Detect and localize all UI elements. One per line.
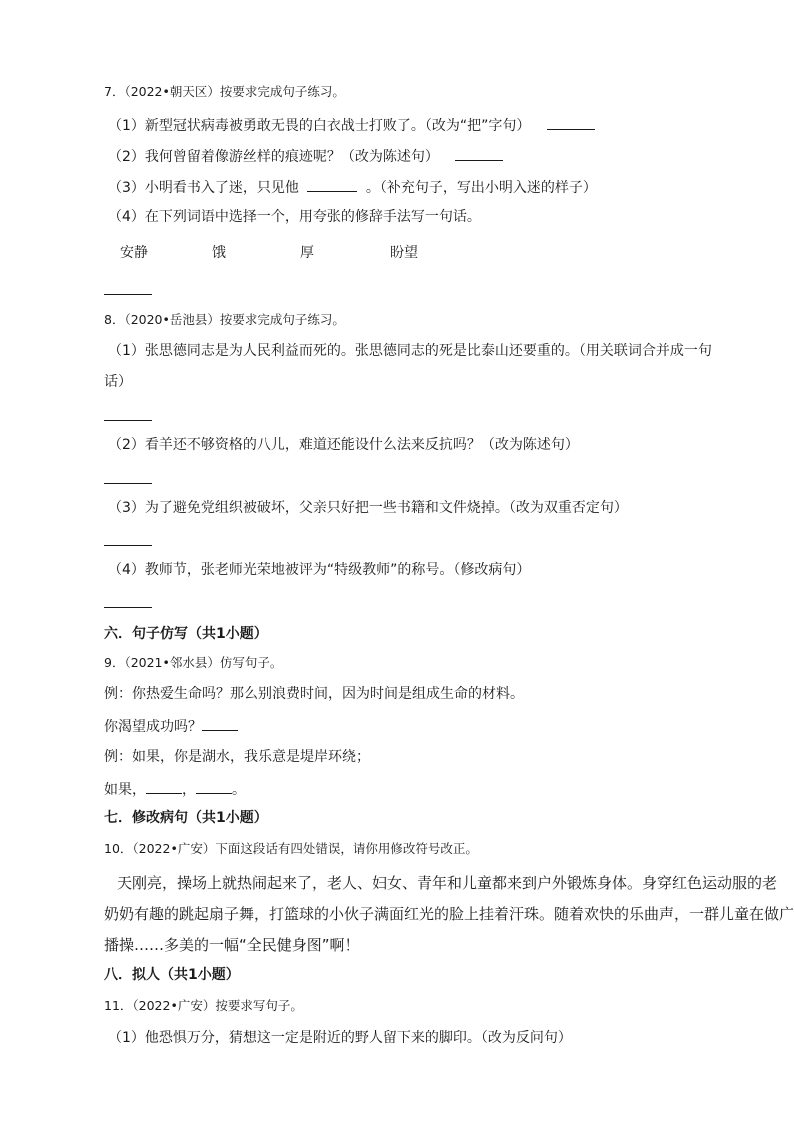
q9-prompt-2 xyxy=(104,781,246,797)
answer-line[interactable] xyxy=(104,607,152,608)
q8-item-4: （4）教师节，张老师光荣地被评为“特级教师”的称号。（修改病句） xyxy=(108,562,531,578)
q7-item-3-text-b: 。（补充句子，写出小明入迷的样子） xyxy=(365,180,597,196)
answer-blank[interactable] xyxy=(307,179,357,192)
q7-item-1-text: （1）新型冠状病毒被勇敢无畏的白衣战士打败了。（改为“把”字句） xyxy=(108,118,531,134)
answer-line[interactable] xyxy=(104,545,152,546)
q10-paragraph-line-2: 奶奶有趣的跳起扇子舞，打篮球的小伙子满面红光的脸上挂着汗珠。随着欢快的乐曲声，一群儿童在做广 xyxy=(104,905,794,923)
q9-example-2: 例：如果，你是湖水，我乐意是堤岸环绕； xyxy=(104,749,370,765)
q9-title: 9．（2021•邻水县）仿写句子。 xyxy=(104,655,283,670)
word-option: 安静 xyxy=(120,245,148,261)
q9-prompt-2-text-c: 。 xyxy=(232,782,246,798)
answer-blank[interactable] xyxy=(455,148,503,161)
section-heading-6: 六．句子仿写（共1小题） xyxy=(104,626,268,642)
word-option: 盼望 xyxy=(390,245,418,261)
q10-paragraph-line-3: 播操……多美的一幅“全民健身图”啊！ xyxy=(104,936,360,954)
q10-title: 10．（2022•广安）下面这段话有四处错误，请你用修改符号改正。 xyxy=(104,841,478,856)
q8-title: 8．（2020•岳池县）按要求完成句子练习。 xyxy=(104,312,345,327)
answer-blank[interactable] xyxy=(146,781,182,794)
q10-paragraph-line-1: 天刚亮，操场上就热闹起来了，老人、妇女、青年和儿童都来到户外锻炼身体。身穿红色运动服的老 xyxy=(117,874,778,892)
q8-item-3: （3）为了避免党组织被破坏，父亲只好把一些书籍和文件烧掉。（改为双重否定句） xyxy=(108,500,628,516)
q11-title: 11．（2022•广安）按要求写句子。 xyxy=(104,998,303,1013)
q7-item-3 xyxy=(108,179,597,195)
answer-blank[interactable] xyxy=(196,781,232,794)
q7-item-3-text-a: （3）小明看书入了迷，只见他 xyxy=(108,180,299,196)
q7-item-1 xyxy=(108,117,595,133)
answer-blank[interactable] xyxy=(547,117,595,130)
q7-title: 7．（2022•朝天区）按要求完成句子练习。 xyxy=(104,84,345,99)
q8-item-2: （2）看羊还不够资格的八儿，难道还能设什么法来反抗吗？（改为陈述句） xyxy=(108,437,579,453)
answer-blank[interactable] xyxy=(202,718,238,731)
q9-example-1: 例：你热爱生命吗？那么别浪费时间，因为时间是组成生命的材料。 xyxy=(104,686,524,702)
q8-item-1-line-1: （1）张思德同志是为人民利益而死的。张思德同志的死是比泰山还要重的。（用关联词合并成一句 xyxy=(108,343,712,359)
q11-item-1: （1）他恐惧万分，猜想这一定是附近的野人留下来的脚印。（改为反问句） xyxy=(108,1030,572,1046)
answer-line[interactable] xyxy=(104,420,152,421)
answer-line[interactable] xyxy=(104,294,152,295)
q7-item-4: （4）在下列词语中选择一个，用夸张的修辞手法写一句话。 xyxy=(108,209,481,225)
q9-prompt-1-text: 你渴望成功吗？ xyxy=(104,719,202,735)
q9-prompt-2-text-b: ， xyxy=(182,782,196,798)
q7-item-2-text: （2）我何曾留着像游丝样的痕迹呢？（改为陈述句） xyxy=(108,149,439,165)
section-heading-7: 七．修改病句（共1小题） xyxy=(104,810,268,826)
section-heading-8: 八．拟人（共1小题） xyxy=(104,967,240,983)
word-option: 饿 xyxy=(212,245,226,261)
q8-item-1-line-2: 话） xyxy=(104,374,132,390)
word-option: 厚 xyxy=(300,245,314,261)
q9-prompt-2-text-a: 如果， xyxy=(104,782,146,798)
answer-line[interactable] xyxy=(104,483,152,484)
q7-item-2 xyxy=(108,148,503,164)
q9-prompt-1 xyxy=(104,718,238,734)
